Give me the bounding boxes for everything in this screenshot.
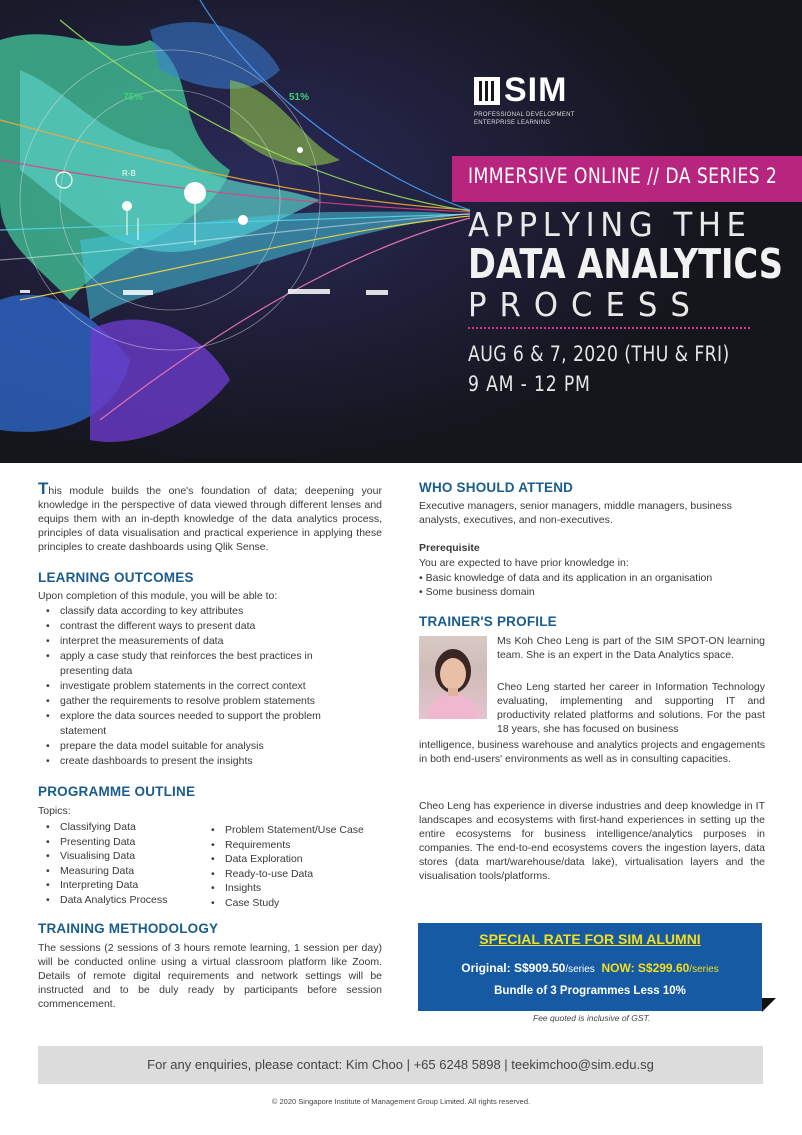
logo-text: SIM (504, 71, 568, 109)
trainer-photo (419, 636, 487, 719)
list-item: • Ready-to-use Data (203, 867, 383, 882)
training-methodology-heading: TRAINING METHODOLOGY (38, 921, 219, 936)
intro-paragraph (38, 479, 382, 554)
series-label: IMMERSIVE ONLINE // DA SERIES 2 (468, 164, 778, 188)
topics-column-2 (203, 823, 383, 911)
list-item: • Visualising Data (38, 849, 208, 864)
list-item: statement (60, 725, 107, 737)
trainers-profile-heading: TRAINER'S PROFILE (419, 614, 557, 629)
intro-dropcap: T (38, 479, 49, 498)
prerequisite-item-2: • Some business domain (419, 586, 535, 598)
list-item: • classify data according to key attributes (38, 604, 368, 619)
dotted-divider (468, 327, 750, 329)
who-should-attend-text: Executive managers, senior managers, middle managers, business analysts, executives, and non-executives. (419, 500, 732, 526)
trainer-career-part-1: Cheo Leng started her career in Information Technology evaluating, implementing and supporting IT and productivity related platforms and solutions. For the past 18 years, she has focused on business (497, 681, 765, 735)
trainer-career-part-2: intelligence, business warehouse and analytics projects and engagements in both end-users' environments as well as in consulting capacities. (419, 739, 765, 765)
special-rate-title: SPECIAL RATE FOR SIM ALUMNI (479, 931, 701, 947)
list-item: • Measuring Data (38, 864, 208, 879)
title-line-1: APPLYING THE (468, 205, 752, 244)
list-item: • Presenting Data (38, 835, 208, 850)
list-item: • contrast the different ways to present data (38, 619, 368, 634)
intro-text: his module builds the one's foundation of data; deepening your knowledge in the perspective of data viewed through different lenses and equips them with an in-depth knowledge of the data analytics process, principles of data visualisation and practical experience in applying these principles to create dashboards using Qlik Sense. (38, 485, 382, 553)
logo-subtitle (474, 111, 575, 127)
topics-column-1 (38, 820, 208, 908)
list-item: • Classifying Data (38, 820, 208, 835)
now-label: NOW: (601, 961, 635, 975)
original-per: /series (565, 964, 595, 975)
list-item: • Data Analytics Process (38, 893, 208, 908)
topics-label: Topics: (38, 805, 71, 817)
logo-sub-line-2: ENTERPRISE LEARNING (474, 120, 551, 126)
logo-sub-line-1: PROFESSIONAL DEVELOPMENT (474, 112, 575, 118)
list-item: • gather the requirements to resolve problem statements (38, 694, 368, 709)
list-item: • Problem Statement/Use Case (203, 823, 383, 838)
event-date: AUG 6 & 7, 2020 (THU & FRI) (468, 342, 730, 366)
learning-outcomes-heading: LEARNING OUTCOMES (38, 570, 194, 585)
original-price: S$909.50 (513, 961, 566, 975)
list-item: • Insights (203, 881, 383, 896)
learning-outcomes-lead: Upon completion of this module, you will be able to: (38, 590, 278, 602)
trainer-experience: Cheo Leng has experience in diverse industries and deep knowledge in IT landscapes and ecosystems with first-hand experiences in setting up the entire ecosystems for business intelligence/analytics purposes in companies. The end-to-end ecosystems covers the ingestion layers, data stores (data mart/warehouse/data lake), virtualisation layers and the visualisation tools/platforms. (419, 800, 765, 882)
list-item: • explore the data sources needed to support the problem (38, 709, 368, 724)
now-price: S$299.60 (637, 961, 690, 975)
sim-logo-icon (474, 77, 500, 105)
hero-label-2: 51% (289, 92, 310, 103)
list-item: presenting data (60, 665, 133, 677)
list-item: • investigate problem statements in the correct context (38, 679, 368, 694)
now-per: /series (689, 964, 719, 975)
special-rate-fold (762, 998, 776, 1012)
prerequisite-lead: You are expected to have prior knowledge in: (419, 557, 629, 569)
list-item: • create dashboards to present the insights (38, 754, 368, 769)
enquiry-contact: For any enquiries, please contact: Kim Choo | +65 6248 5898 | teekimchoo@sim.edu.sg (147, 1057, 654, 1072)
hero-label-1: 75% (123, 92, 144, 103)
bundle-offer: Bundle of 3 Programmes Less 10% (494, 985, 686, 997)
copyright-notice: © 2020 Singapore Institute of Management Group Limited. All rights reserved. (271, 1097, 531, 1106)
gst-note: Fee quoted is inclusive of GST. (533, 1013, 651, 1023)
list-item: • Data Exploration (203, 852, 383, 867)
special-rate-prices (418, 961, 762, 975)
who-should-attend-heading: WHO SHOULD ATTEND (419, 480, 574, 495)
title-line-2: DATA ANALYTICS (468, 240, 784, 288)
list-item: • interpret the measurements of data (38, 634, 368, 649)
prerequisite-label: Prerequisite (419, 542, 480, 554)
list-item: • prepare the data model suitable for analysis (38, 739, 368, 754)
original-label: Original: (461, 961, 511, 975)
list-item: • Interpreting Data (38, 878, 208, 893)
programme-outline-heading: PROGRAMME OUTLINE (38, 784, 196, 799)
list-item: • Case Study (203, 896, 383, 911)
sim-logo (474, 73, 594, 133)
learning-outcomes-list (38, 604, 368, 769)
event-time: 9 AM - 12 PM (468, 372, 591, 396)
trainer-intro: Ms Koh Cheo Leng is part of the SIM SPOT-ON learning team. She is an expert in the Data Analytics space. (497, 635, 765, 661)
hero-banner (0, 0, 802, 463)
prerequisite-item-1: • Basic knowledge of data and its application in an organisation (419, 572, 713, 584)
list-item: • apply a case study that reinforces the best practices in (38, 649, 368, 664)
enquiry-band (38, 1046, 763, 1084)
title-line-3: PROCESS (468, 285, 703, 324)
list-item: • Requirements (203, 838, 383, 853)
training-methodology-text: The sessions (2 sessions of 3 hours remote learning, 1 session per day) will be conducted online using a virtual classroom platform like Zoom. Details of remote digital requirements and network settings will be instructed and to be duly ready by participants before session commencement. (38, 942, 382, 1010)
special-rate-box (418, 923, 762, 1011)
hero-label-3: R-B (122, 169, 136, 178)
